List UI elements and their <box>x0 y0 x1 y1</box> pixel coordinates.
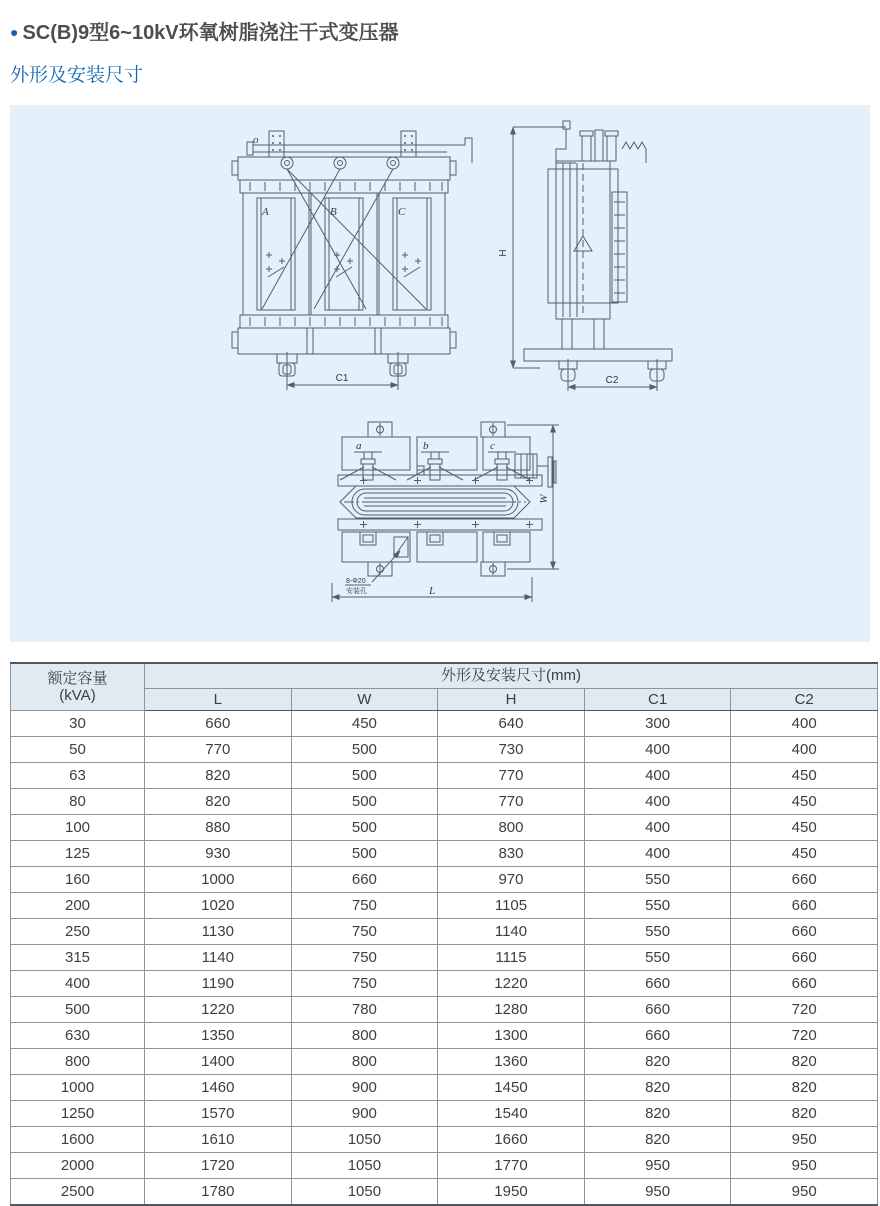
front-phase-b-label: B <box>330 206 337 218</box>
bullet-icon: ● <box>10 24 19 40</box>
dim-cell: 750 <box>291 893 438 919</box>
top-view-drawing <box>332 422 559 602</box>
table-row <box>11 867 878 893</box>
table-row <box>11 1101 878 1127</box>
front-label-o: o <box>253 134 259 146</box>
dim-cell: 1360 <box>438 1049 585 1075</box>
dim-cell: 500 <box>291 841 438 867</box>
capacity-header <box>11 663 145 711</box>
dim-cell: 900 <box>291 1075 438 1101</box>
capacity-cell: 2000 <box>11 1153 145 1179</box>
dim-h-label: H <box>498 249 509 257</box>
dim-cell: 1950 <box>438 1179 585 1206</box>
capacity-cell: 500 <box>11 997 145 1023</box>
table-row <box>11 893 878 919</box>
dim-cell: 800 <box>291 1049 438 1075</box>
side-view-drawing <box>513 121 672 391</box>
dim-cell: 970 <box>438 867 585 893</box>
dim-cell: 880 <box>145 815 292 841</box>
top-label-c: c <box>490 440 495 452</box>
dim-cell: 820 <box>584 1127 731 1153</box>
dim-cell: 900 <box>291 1101 438 1127</box>
dim-column-header: C1 <box>584 689 731 711</box>
dim-cell: 660 <box>731 945 878 971</box>
dim-cell: 450 <box>731 789 878 815</box>
dim-cell: 1105 <box>438 893 585 919</box>
dim-cell: 770 <box>145 737 292 763</box>
top-label-b: b <box>423 440 429 452</box>
dim-cell: 400 <box>584 763 731 789</box>
dim-cell: 1220 <box>438 971 585 997</box>
section-heading: 外形及安装尺寸 <box>10 65 144 86</box>
dim-cell: 1280 <box>438 997 585 1023</box>
dim-cell: 950 <box>731 1127 878 1153</box>
dim-cell: 550 <box>584 867 731 893</box>
table-row <box>11 945 878 971</box>
dim-cell: 1570 <box>145 1101 292 1127</box>
dim-cell: 660 <box>145 711 292 737</box>
capacity-cell: 50 <box>11 737 145 763</box>
dim-cell: 450 <box>731 815 878 841</box>
page-title-text: SC(B)9型6~10kV环氧树脂浇注干式变压器 <box>22 22 399 44</box>
table-row <box>11 841 878 867</box>
table-row <box>11 1127 878 1153</box>
dim-column-header: W <box>291 689 438 711</box>
dimensions-table <box>10 662 878 1206</box>
dim-cell: 820 <box>145 789 292 815</box>
table-row <box>11 789 878 815</box>
dims-group-header: 外形及安装尺寸(mm) <box>145 663 878 689</box>
dim-cell: 1350 <box>145 1023 292 1049</box>
table-row <box>11 1049 878 1075</box>
dim-cell: 640 <box>438 711 585 737</box>
dim-cell: 450 <box>731 763 878 789</box>
dim-cell: 400 <box>731 737 878 763</box>
mounting-hole-note-line2: 安装孔 <box>346 588 367 595</box>
dim-cell: 820 <box>584 1075 731 1101</box>
capacity-cell: 630 <box>11 1023 145 1049</box>
dim-cell: 500 <box>291 737 438 763</box>
capacity-cell: 200 <box>11 893 145 919</box>
dim-cell: 660 <box>731 971 878 997</box>
dim-cell: 820 <box>584 1101 731 1127</box>
dim-cell: 400 <box>584 841 731 867</box>
dim-cell: 950 <box>731 1153 878 1179</box>
capacity-cell: 315 <box>11 945 145 971</box>
capacity-cell: 400 <box>11 971 145 997</box>
dim-cell: 660 <box>731 919 878 945</box>
dim-cell: 1115 <box>438 945 585 971</box>
capacity-header-line1: 额定容量 <box>47 669 108 687</box>
dim-cell: 660 <box>291 867 438 893</box>
capacity-header-line2: (kVA) <box>59 687 96 704</box>
dim-column-header: H <box>438 689 585 711</box>
dim-cell: 450 <box>731 841 878 867</box>
dim-cell: 660 <box>731 867 878 893</box>
dim-cell: 950 <box>731 1179 878 1206</box>
table-row <box>11 737 878 763</box>
dim-cell: 820 <box>731 1075 878 1101</box>
dim-cell: 550 <box>584 945 731 971</box>
dim-cell: 1130 <box>145 919 292 945</box>
dim-cell: 300 <box>584 711 731 737</box>
dim-c2-label: C2 <box>605 375 619 386</box>
dim-cell: 820 <box>731 1101 878 1127</box>
top-label-a: a <box>356 440 362 452</box>
front-phase-a-label: A <box>262 206 269 218</box>
capacity-cell: 63 <box>11 763 145 789</box>
dim-cell: 800 <box>438 815 585 841</box>
dim-cell: 550 <box>584 893 731 919</box>
mounting-hole-note-line1: 8-Φ20 <box>346 578 366 585</box>
dim-cell: 800 <box>291 1023 438 1049</box>
dim-cell: 660 <box>584 971 731 997</box>
dim-cell: 660 <box>584 1023 731 1049</box>
dim-column-header: C2 <box>731 689 878 711</box>
capacity-cell: 30 <box>11 711 145 737</box>
capacity-cell: 160 <box>11 867 145 893</box>
dim-cell: 1460 <box>145 1075 292 1101</box>
capacity-cell: 800 <box>11 1049 145 1075</box>
dim-cell: 400 <box>584 737 731 763</box>
dim-cell: 1610 <box>145 1127 292 1153</box>
dim-cell: 750 <box>291 919 438 945</box>
dim-cell: 550 <box>584 919 731 945</box>
table-row <box>11 1153 878 1179</box>
capacity-cell: 1000 <box>11 1075 145 1101</box>
dim-cell: 830 <box>438 841 585 867</box>
dim-cell: 500 <box>291 815 438 841</box>
dim-cell: 750 <box>291 971 438 997</box>
dim-c1-label: C1 <box>335 373 349 384</box>
dim-column-header: L <box>145 689 292 711</box>
dim-w-label: W <box>538 494 550 504</box>
dim-cell: 1660 <box>438 1127 585 1153</box>
dim-cell: 1140 <box>145 945 292 971</box>
table-row <box>11 815 878 841</box>
dim-cell: 1220 <box>145 997 292 1023</box>
dim-cell: 770 <box>438 763 585 789</box>
dim-cell: 1050 <box>291 1153 438 1179</box>
dim-cell: 400 <box>731 711 878 737</box>
dim-cell: 1770 <box>438 1153 585 1179</box>
dim-cell: 450 <box>291 711 438 737</box>
table-row <box>11 1179 878 1206</box>
dim-cell: 820 <box>584 1049 731 1075</box>
dim-cell: 1020 <box>145 893 292 919</box>
capacity-cell: 80 <box>11 789 145 815</box>
table-row <box>11 1023 878 1049</box>
dim-cell: 1300 <box>438 1023 585 1049</box>
table-row <box>11 997 878 1023</box>
capacity-cell: 1600 <box>11 1127 145 1153</box>
table-row <box>11 711 878 737</box>
dim-cell: 930 <box>145 841 292 867</box>
dim-cell: 1540 <box>438 1101 585 1127</box>
dim-cell: 1000 <box>145 867 292 893</box>
dim-cell: 720 <box>731 1023 878 1049</box>
table-body <box>11 711 878 1206</box>
capacity-cell: 250 <box>11 919 145 945</box>
dim-cell: 1050 <box>291 1127 438 1153</box>
dim-cell: 770 <box>438 789 585 815</box>
dim-cell: 1720 <box>145 1153 292 1179</box>
dim-cell: 1190 <box>145 971 292 997</box>
dim-cell: 500 <box>291 789 438 815</box>
dim-cell: 1780 <box>145 1179 292 1206</box>
dim-cell: 400 <box>584 815 731 841</box>
capacity-cell: 1250 <box>11 1101 145 1127</box>
dim-l-label: L <box>429 585 436 597</box>
capacity-cell: 100 <box>11 815 145 841</box>
dim-cell: 780 <box>291 997 438 1023</box>
dim-cell: 1050 <box>291 1179 438 1206</box>
capacity-cell: 2500 <box>11 1179 145 1206</box>
front-view-drawing <box>232 131 472 390</box>
dim-cell: 950 <box>584 1153 731 1179</box>
dim-cell: 1450 <box>438 1075 585 1101</box>
dim-cell: 660 <box>584 997 731 1023</box>
table-row <box>11 1075 878 1101</box>
dim-cell: 730 <box>438 737 585 763</box>
capacity-cell: 125 <box>11 841 145 867</box>
front-phase-c-label: C <box>398 206 406 218</box>
table-row <box>11 919 878 945</box>
dim-cell: 950 <box>584 1179 731 1206</box>
transformer-drawing <box>10 105 870 642</box>
dim-cell: 750 <box>291 945 438 971</box>
dim-cell: 720 <box>731 997 878 1023</box>
dim-cell: 400 <box>584 789 731 815</box>
dim-cell: 1140 <box>438 919 585 945</box>
dim-cell: 820 <box>731 1049 878 1075</box>
dim-cell: 820 <box>145 763 292 789</box>
table-row <box>11 763 878 789</box>
dim-cell: 660 <box>731 893 878 919</box>
dim-cell: 1400 <box>145 1049 292 1075</box>
page-title <box>0 0 880 45</box>
dim-cell: 500 <box>291 763 438 789</box>
table-row <box>11 971 878 997</box>
drawing-panel <box>10 105 870 642</box>
